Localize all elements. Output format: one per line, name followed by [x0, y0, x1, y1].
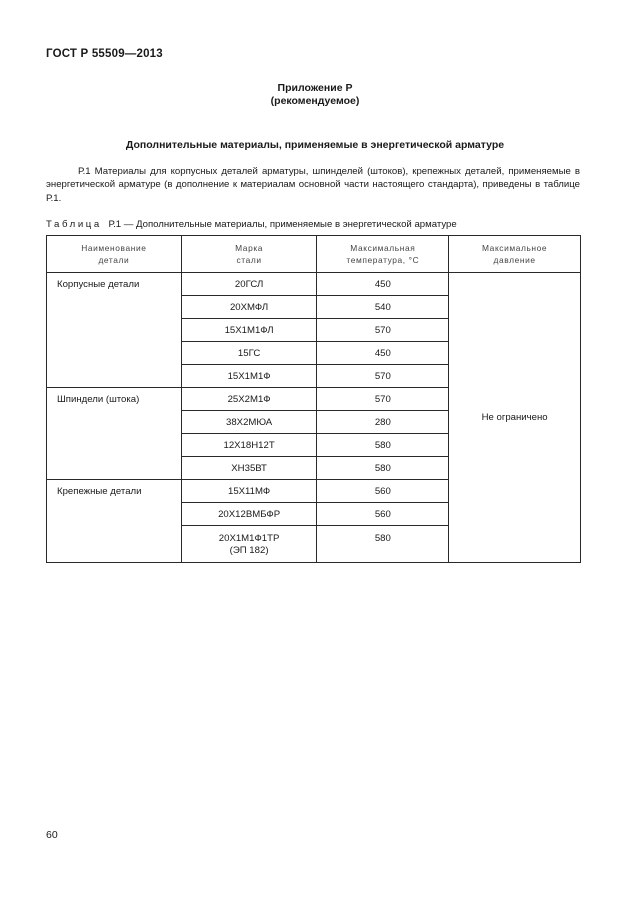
grade-cell: 15Х1М1ФЛ — [181, 319, 317, 342]
pressure-cell: Не ограничено — [449, 273, 581, 563]
table-caption-prefix: Таблица — [46, 219, 102, 230]
part-cell: Шпиндели (штока) — [47, 388, 182, 480]
grade-cell: 12Х18Н12Т — [181, 434, 317, 457]
appendix-title: Приложение Р — [277, 82, 353, 94]
grade-cell: 20ГСЛ — [181, 273, 317, 296]
header-pressure: Максимальное давление — [449, 236, 581, 273]
table-header-row — [47, 236, 581, 273]
grade-cell: ХН35ВТ — [181, 457, 317, 480]
temp-cell: 540 — [317, 296, 449, 319]
temp-cell: 280 — [317, 411, 449, 434]
header-part: Наименование детали — [47, 236, 182, 273]
appendix-note: (рекомендуемое) — [270, 95, 360, 107]
document-code: ГОСТ Р 55509—2013 — [46, 48, 163, 60]
temp-cell: 570 — [317, 319, 449, 342]
temp-cell: 580 — [317, 457, 449, 480]
temp-cell: 450 — [317, 342, 449, 365]
temp-cell: 450 — [317, 273, 449, 296]
temp-cell: 580 — [317, 434, 449, 457]
temp-cell: 580 — [317, 526, 449, 563]
grade-cell: 25Х2М1Ф — [181, 388, 317, 411]
table-row — [47, 273, 581, 296]
grade-cell: 15ГС — [181, 342, 317, 365]
grade-cell — [181, 526, 317, 563]
grade-cell: 15Х1М1Ф — [181, 365, 317, 388]
paragraph — [46, 165, 580, 205]
part-cell: Корпусные детали — [47, 273, 182, 388]
header-grade: Марка стали — [181, 236, 317, 273]
temp-cell: 560 — [317, 503, 449, 526]
grade-cell: 38Х2МЮА — [181, 411, 317, 434]
table-caption — [46, 219, 457, 230]
header-temperature: Максимальная температура, °С — [317, 236, 449, 273]
grade-text: 20Х1М1Ф1ТР — [218, 533, 280, 544]
page-number: 60 — [46, 829, 58, 841]
grade-note: (ЭП 182) — [229, 545, 269, 556]
grade-cell: 20Х12ВМБФР — [181, 503, 317, 526]
table-caption-text: Р.1 — Дополнительные материалы, применяемые в энергетической арматуре — [108, 219, 457, 230]
section-title: Дополнительные материалы, применяемые в энергетической арматуре — [125, 139, 505, 151]
temp-cell: 570 — [317, 388, 449, 411]
part-cell: Крепежные детали — [47, 480, 182, 563]
grade-cell: 15Х11МФ — [181, 480, 317, 503]
temp-cell: 570 — [317, 365, 449, 388]
appendix-heading — [0, 82, 630, 108]
temp-cell: 560 — [317, 480, 449, 503]
paragraph-text: Р.1 Материалы для корпусных деталей арматуры, шпинделей (штоков), крепежных деталей, применяемые в энергетической арматуре (в дополнение к материалам основной части настоящего стандарта), приведены в таблице Р.1. — [46, 166, 580, 204]
grade-cell: 20ХМФЛ — [181, 296, 317, 319]
materials-table — [46, 235, 581, 563]
